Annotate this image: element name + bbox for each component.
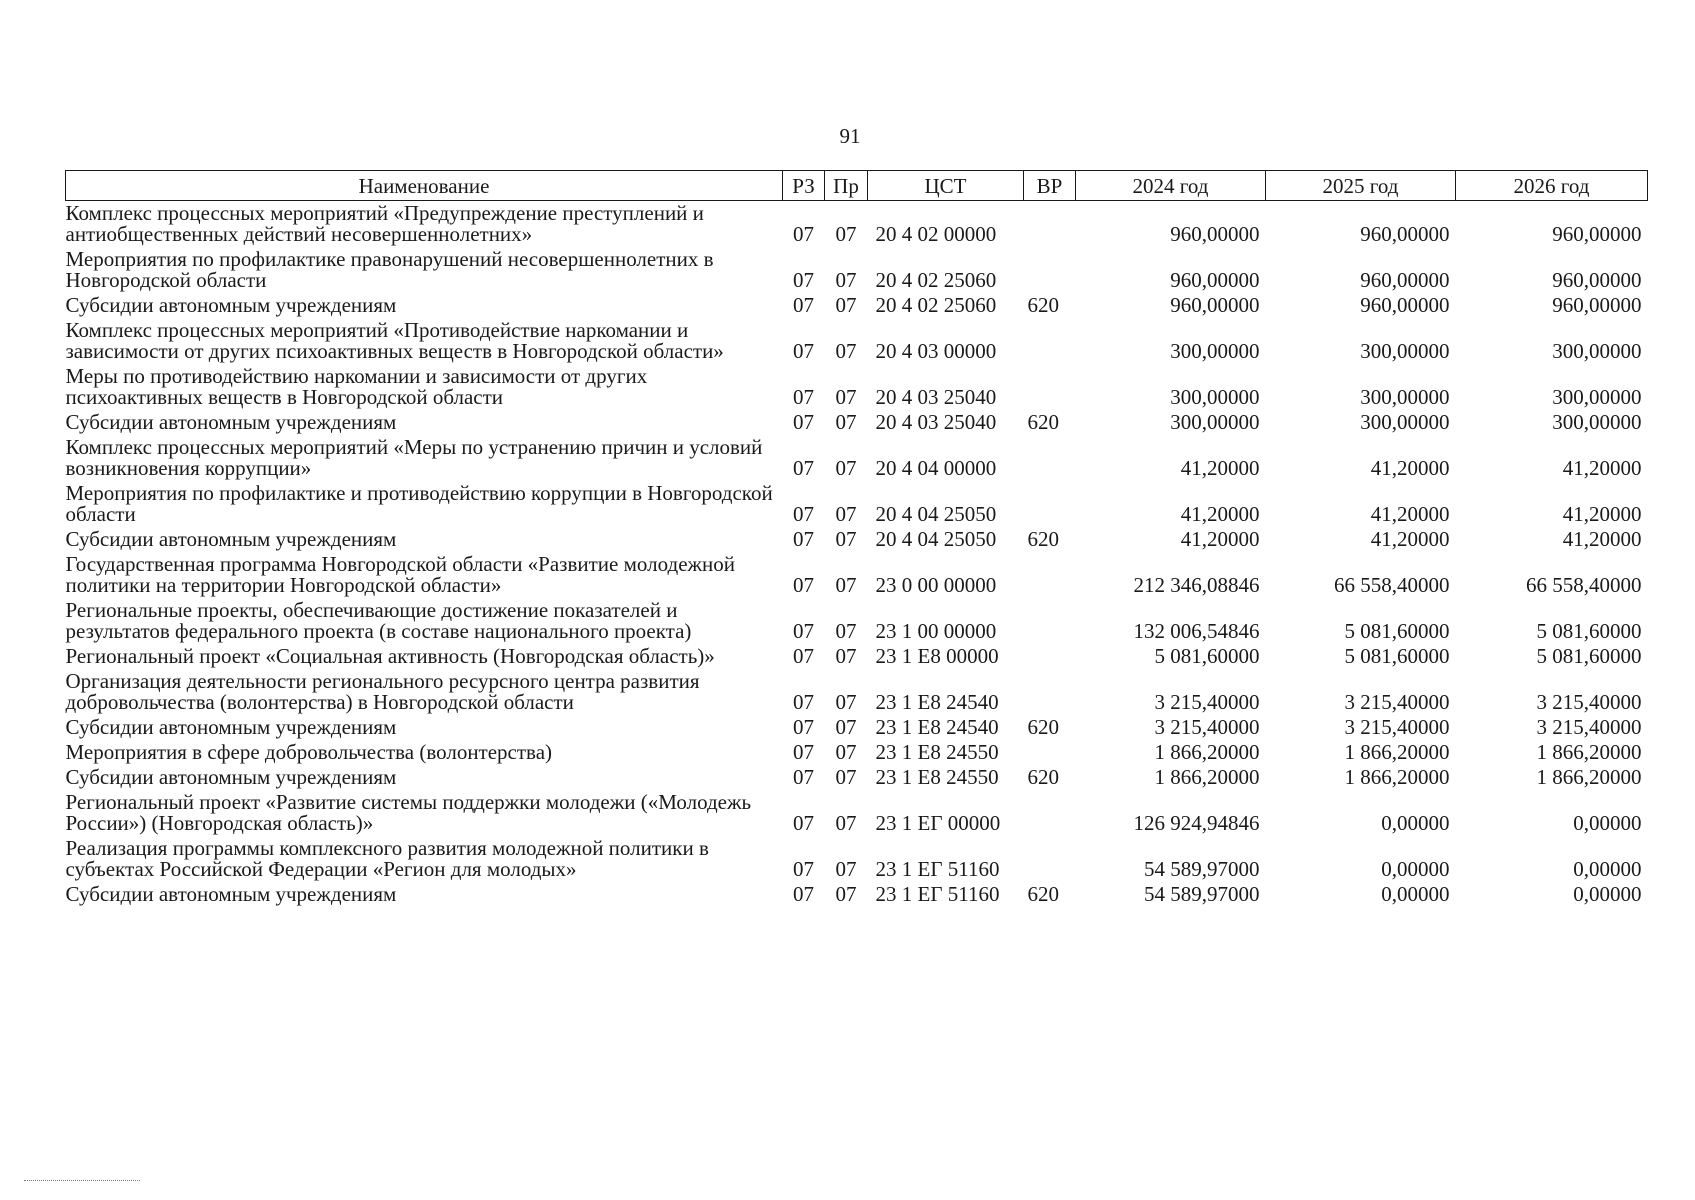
row-2024: 126 924,94846 (1133, 811, 1260, 835)
row-rz: 07 (793, 502, 814, 526)
row-name: Комплекс процессных мероприятий «Меры по устранению причин и условий возникновения коррупции» (65, 435, 763, 480)
table-row (66, 644, 1648, 669)
row-pr: 07 (835, 715, 857, 739)
row-2025: 300,00000 (1360, 385, 1450, 409)
table-row (66, 435, 1648, 481)
row-vr (1024, 364, 1076, 410)
header-cst: ЦСТ (868, 171, 1024, 201)
table-row (66, 765, 1648, 790)
row-pr: 07 (835, 573, 857, 597)
table-row (66, 882, 1648, 907)
row-cst: 23 1 ЕГ 51160 (875, 882, 1000, 906)
row-2026: 0,00000 (1573, 857, 1642, 881)
row-vr (1024, 201, 1076, 248)
row-rz: 07 (793, 268, 814, 292)
row-name: Субсидии автономным учреждениям (65, 293, 397, 317)
row-pr: 07 (835, 268, 857, 292)
row-rz: 07 (793, 385, 814, 409)
row-2026: 5 081,60000 (1536, 619, 1642, 643)
row-name: Мероприятия по профилактике и противодействию коррупции в Новгородской области (65, 481, 773, 526)
table-body (66, 201, 1648, 908)
row-2024: 1 866,20000 (1154, 765, 1260, 789)
table-row (66, 201, 1648, 248)
table-row (66, 481, 1648, 527)
table-header (66, 171, 1648, 201)
row-name: Комплекс процессных мероприятий «Предупреждение преступлений и антиобщественных действий несовершеннолетних» (65, 201, 704, 246)
row-cst: 20 4 03 00000 (875, 339, 997, 363)
row-pr: 07 (835, 619, 857, 643)
row-2024: 41,20000 (1180, 502, 1260, 526)
row-pr: 07 (835, 222, 857, 246)
row-cst: 20 4 04 00000 (875, 456, 997, 480)
row-2025: 1 866,20000 (1344, 765, 1450, 789)
row-name: Субсидии автономным учреждениям (65, 765, 397, 789)
table-row (66, 410, 1648, 435)
row-2025: 1 866,20000 (1344, 740, 1450, 764)
table-row (66, 318, 1648, 364)
row-2026: 1 866,20000 (1536, 740, 1642, 764)
row-cst: 20 4 03 25040 (875, 385, 997, 409)
table-row (66, 669, 1648, 715)
row-2024: 1 866,20000 (1154, 740, 1260, 764)
row-pr: 07 (835, 527, 857, 551)
table-row (66, 790, 1648, 836)
row-cst: 23 1 ЕГ 51160 (875, 857, 1000, 881)
row-2025: 0,00000 (1381, 811, 1450, 835)
row-vr: 620 (1027, 765, 1059, 789)
row-2024: 960,00000 (1170, 293, 1260, 317)
row-2026: 300,00000 (1552, 385, 1642, 409)
row-2026: 41,20000 (1562, 527, 1642, 551)
row-vr (1024, 740, 1076, 765)
row-pr: 07 (835, 385, 857, 409)
row-cst: 20 4 02 25060 (875, 293, 997, 317)
row-2024: 41,20000 (1180, 527, 1260, 551)
row-2026: 3 215,40000 (1536, 690, 1642, 714)
row-pr: 07 (835, 644, 857, 668)
row-2025: 960,00000 (1360, 222, 1450, 246)
row-2026: 960,00000 (1552, 222, 1642, 246)
row-rz: 07 (793, 740, 814, 764)
row-name: Региональный проект «Социальная активность (Новгородская область)» (65, 644, 715, 668)
table-row (66, 836, 1648, 882)
row-name: Субсидии автономным учреждениям (65, 527, 397, 551)
table-row (66, 293, 1648, 318)
row-2026: 300,00000 (1552, 339, 1642, 363)
row-2026: 41,20000 (1562, 456, 1642, 480)
table-row (66, 552, 1648, 598)
header-2026: 2026 год (1456, 171, 1648, 201)
row-cst: 20 4 02 00000 (875, 222, 997, 246)
table-row (66, 247, 1648, 293)
row-pr: 07 (835, 690, 857, 714)
row-cst: 23 1 Е8 24540 (875, 715, 999, 739)
row-2025: 960,00000 (1360, 268, 1450, 292)
row-vr (1024, 481, 1076, 527)
row-name: Региональные проекты, обеспечивающие достижение показателей и результатов федерального проекта (в составе национального проекта) (65, 598, 692, 643)
row-2024: 300,00000 (1170, 385, 1260, 409)
header-vr: ВР (1024, 171, 1076, 201)
row-pr: 07 (835, 339, 857, 363)
row-cst: 23 1 ЕГ 00000 (875, 811, 1001, 835)
row-2024: 3 215,40000 (1154, 690, 1260, 714)
row-2024: 132 006,54846 (1133, 619, 1260, 643)
row-rz: 07 (793, 456, 814, 480)
row-2026: 66 558,40000 (1526, 573, 1642, 597)
row-2025: 0,00000 (1381, 857, 1450, 881)
row-vr: 620 (1027, 410, 1059, 434)
row-vr (1024, 836, 1076, 882)
row-cst: 23 0 00 00000 (875, 573, 997, 597)
table-row (66, 364, 1648, 410)
row-cst: 20 4 03 25040 (875, 410, 997, 434)
row-pr: 07 (835, 410, 857, 434)
row-rz: 07 (793, 715, 814, 739)
row-2024: 3 215,40000 (1154, 715, 1260, 739)
row-vr: 620 (1027, 715, 1059, 739)
header-rz: РЗ (783, 171, 825, 201)
row-name: Комплекс процессных мероприятий «Противодействие наркомании и зависимости от других психоактивных веществ в Новгородской области» (65, 318, 724, 363)
row-2026: 300,00000 (1552, 410, 1642, 434)
row-rz: 07 (793, 222, 814, 246)
row-pr: 07 (835, 882, 857, 906)
budget-table (65, 170, 1648, 907)
row-2025: 41,20000 (1370, 456, 1450, 480)
row-cst: 23 1 Е8 24550 (875, 765, 999, 789)
row-name: Субсидии автономным учреждениям (65, 882, 397, 906)
row-2026: 41,20000 (1562, 502, 1642, 526)
row-2025: 66 558,40000 (1334, 573, 1450, 597)
page-number: 91 (839, 124, 861, 148)
row-2024: 5 081,60000 (1154, 644, 1260, 668)
row-2024: 960,00000 (1170, 222, 1260, 246)
row-cst: 23 1 Е8 24550 (875, 740, 999, 764)
row-2026: 0,00000 (1573, 811, 1642, 835)
row-rz: 07 (793, 857, 814, 881)
row-vr (1024, 669, 1076, 715)
row-rz: 07 (793, 527, 814, 551)
row-pr: 07 (835, 811, 857, 835)
row-vr (1024, 598, 1076, 644)
row-cst: 20 4 04 25050 (875, 527, 997, 551)
row-rz: 07 (793, 811, 814, 835)
row-name: Реализация программы комплексного развития молодежной политики в субъектах Российской Федерации «Регион для молодых» (65, 836, 709, 881)
row-2025: 0,00000 (1381, 882, 1450, 906)
row-name: Меры по противодействию наркомании и зависимости от других психоактивных веществ в Новгородской области (65, 364, 648, 409)
row-cst: 20 4 02 25060 (875, 268, 997, 292)
row-name: Субсидии автономным учреждениям (65, 410, 397, 434)
row-2024: 300,00000 (1170, 410, 1260, 434)
row-name: Региональный проект «Развитие системы поддержки молодежи («Молодежь России») (Новгородская область)» (65, 790, 752, 835)
row-vr: 620 (1027, 293, 1059, 317)
row-name: Мероприятия по профилактике правонарушений несовершеннолетних в Новгородской области (65, 247, 714, 292)
row-cst: 23 1 Е8 00000 (875, 644, 999, 668)
row-2025: 3 215,40000 (1344, 715, 1450, 739)
row-2025: 41,20000 (1370, 527, 1450, 551)
row-2026: 5 081,60000 (1536, 644, 1642, 668)
row-2026: 1 866,20000 (1536, 765, 1642, 789)
row-2025: 41,20000 (1370, 502, 1450, 526)
row-2025: 300,00000 (1360, 410, 1450, 434)
row-2024: 300,00000 (1170, 339, 1260, 363)
row-rz: 07 (793, 619, 814, 643)
row-pr: 07 (835, 740, 857, 764)
row-2026: 0,00000 (1573, 882, 1642, 906)
row-rz: 07 (793, 765, 814, 789)
header-name: Наименование (66, 171, 783, 201)
row-pr: 07 (835, 456, 857, 480)
row-2024: 212 346,08846 (1133, 573, 1260, 597)
row-cst: 23 1 00 00000 (875, 619, 997, 643)
row-rz: 07 (793, 410, 814, 434)
row-name: Организация деятельности регионального ресурсного центра развития добровольчества (волонтерства) в Новгородской области (65, 669, 700, 714)
row-rz: 07 (793, 293, 814, 317)
table-row (66, 740, 1648, 765)
table-row (66, 715, 1648, 740)
row-vr: 620 (1027, 882, 1059, 906)
row-pr: 07 (835, 765, 857, 789)
footer-rule (24, 1180, 140, 1181)
row-2026: 3 215,40000 (1536, 715, 1642, 739)
row-2026: 960,00000 (1552, 293, 1642, 317)
row-rz: 07 (793, 573, 814, 597)
row-2025: 3 215,40000 (1344, 690, 1450, 714)
row-2025: 5 081,60000 (1344, 644, 1450, 668)
header-pr: Пр (825, 171, 868, 201)
row-vr (1024, 435, 1076, 481)
row-name: Государственная программа Новгородской области «Развитие молодежной политики на территории Новгородской области» (65, 552, 735, 597)
row-2024: 54 589,97000 (1144, 882, 1260, 906)
row-2026: 960,00000 (1552, 268, 1642, 292)
row-name: Субсидии автономным учреждениям (65, 715, 397, 739)
row-vr (1024, 318, 1076, 364)
row-rz: 07 (793, 339, 814, 363)
row-name: Мероприятия в сфере добровольчества (волонтерства) (65, 740, 553, 764)
row-vr (1024, 552, 1076, 598)
row-rz: 07 (793, 882, 814, 906)
row-cst: 23 1 Е8 24540 (875, 690, 999, 714)
row-vr (1024, 247, 1076, 293)
row-vr (1024, 644, 1076, 669)
row-2025: 960,00000 (1360, 293, 1450, 317)
row-2024: 41,20000 (1180, 456, 1260, 480)
row-rz: 07 (793, 690, 814, 714)
row-vr (1024, 790, 1076, 836)
row-2024: 960,00000 (1170, 268, 1260, 292)
row-rz: 07 (793, 644, 814, 668)
row-pr: 07 (835, 502, 857, 526)
table-row (66, 527, 1648, 552)
header-2024: 2024 год (1076, 171, 1266, 201)
table-row (66, 598, 1648, 644)
row-2025: 300,00000 (1360, 339, 1450, 363)
header-2025: 2025 год (1266, 171, 1456, 201)
row-pr: 07 (835, 857, 857, 881)
row-2024: 54 589,97000 (1144, 857, 1260, 881)
row-pr: 07 (835, 293, 857, 317)
row-cst: 20 4 04 25050 (875, 502, 997, 526)
row-2025: 5 081,60000 (1344, 619, 1450, 643)
row-vr: 620 (1027, 527, 1059, 551)
